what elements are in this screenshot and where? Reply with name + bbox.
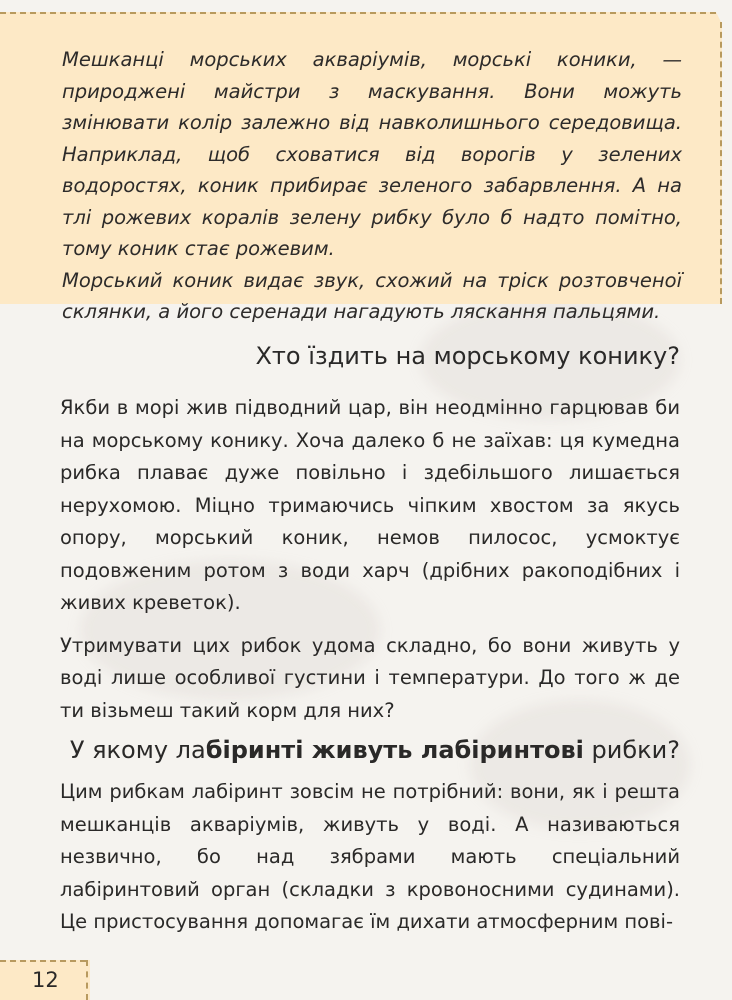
body-paragraph: Якби в морі жив підводний цар, він неодмінно гарцював би на морському конику. Хоча далеко б не заїхав: ця кумедна рибка плаває дуже повільно і здебільшого лишається нерухомою. Міцно тримаючись чіпким хвостом за якусь опору, морський коник, немов пилосос, усмоктує подовженим ротом з води харч (дрібних ракоподібних і живих креветок). [60, 396, 680, 614]
section-body [60, 392, 680, 727]
section-heading: Хто їздить на морському конику? [255, 342, 680, 370]
page-number: 12 [32, 968, 59, 992]
section-body [60, 776, 680, 939]
section-heading [70, 734, 680, 766]
callout-dashed-border-top [0, 12, 716, 14]
callout-paragraph: Мешканці морських акваріумів, морські коники, — природжені майстри з маскування. Вони можуть змінювати колір залежно від навколишнього середовища. Наприклад, щоб сховатися від ворогів у зелених водоростях, коник прибирає зеленого забарвлення. А на тлі рожевих коралів зелену рибку було б надто помітно, тому коник стає рожевим. [62, 48, 682, 260]
callout-paragraph: Морський коник видає звук, схожий на тріск розтовченої склянки, а його серенади нагадують ляскання пальцями. [62, 268, 682, 323]
badge-dashed-border-top [0, 960, 86, 962]
body-paragraph: Цим рибкам лабіринт зовсім не потрібний: вони, як і решта мешканців акваріумів, живуть у воді. А називаються незвично, бо над зябрами мають спеціальний лабіринтовий орган (складки з кровоносними судинами). Це пристосування допомагає їм дихати атмосферним пові- [60, 780, 680, 933]
callout-text [62, 44, 682, 328]
heading-text: У якому ла [69, 736, 206, 764]
heading-text-bold: біринті живуть лабіринтові [205, 736, 584, 764]
callout-dashed-border-right [720, 22, 722, 304]
heading-text: рибки? [583, 736, 680, 764]
badge-dashed-border-right [86, 960, 88, 1000]
body-paragraph: Утримувати цих рибок удома складно, бо вони живуть у воді лише особливої густини і температури. До того ж де ти візьмеш такий корм для них? [60, 633, 680, 722]
